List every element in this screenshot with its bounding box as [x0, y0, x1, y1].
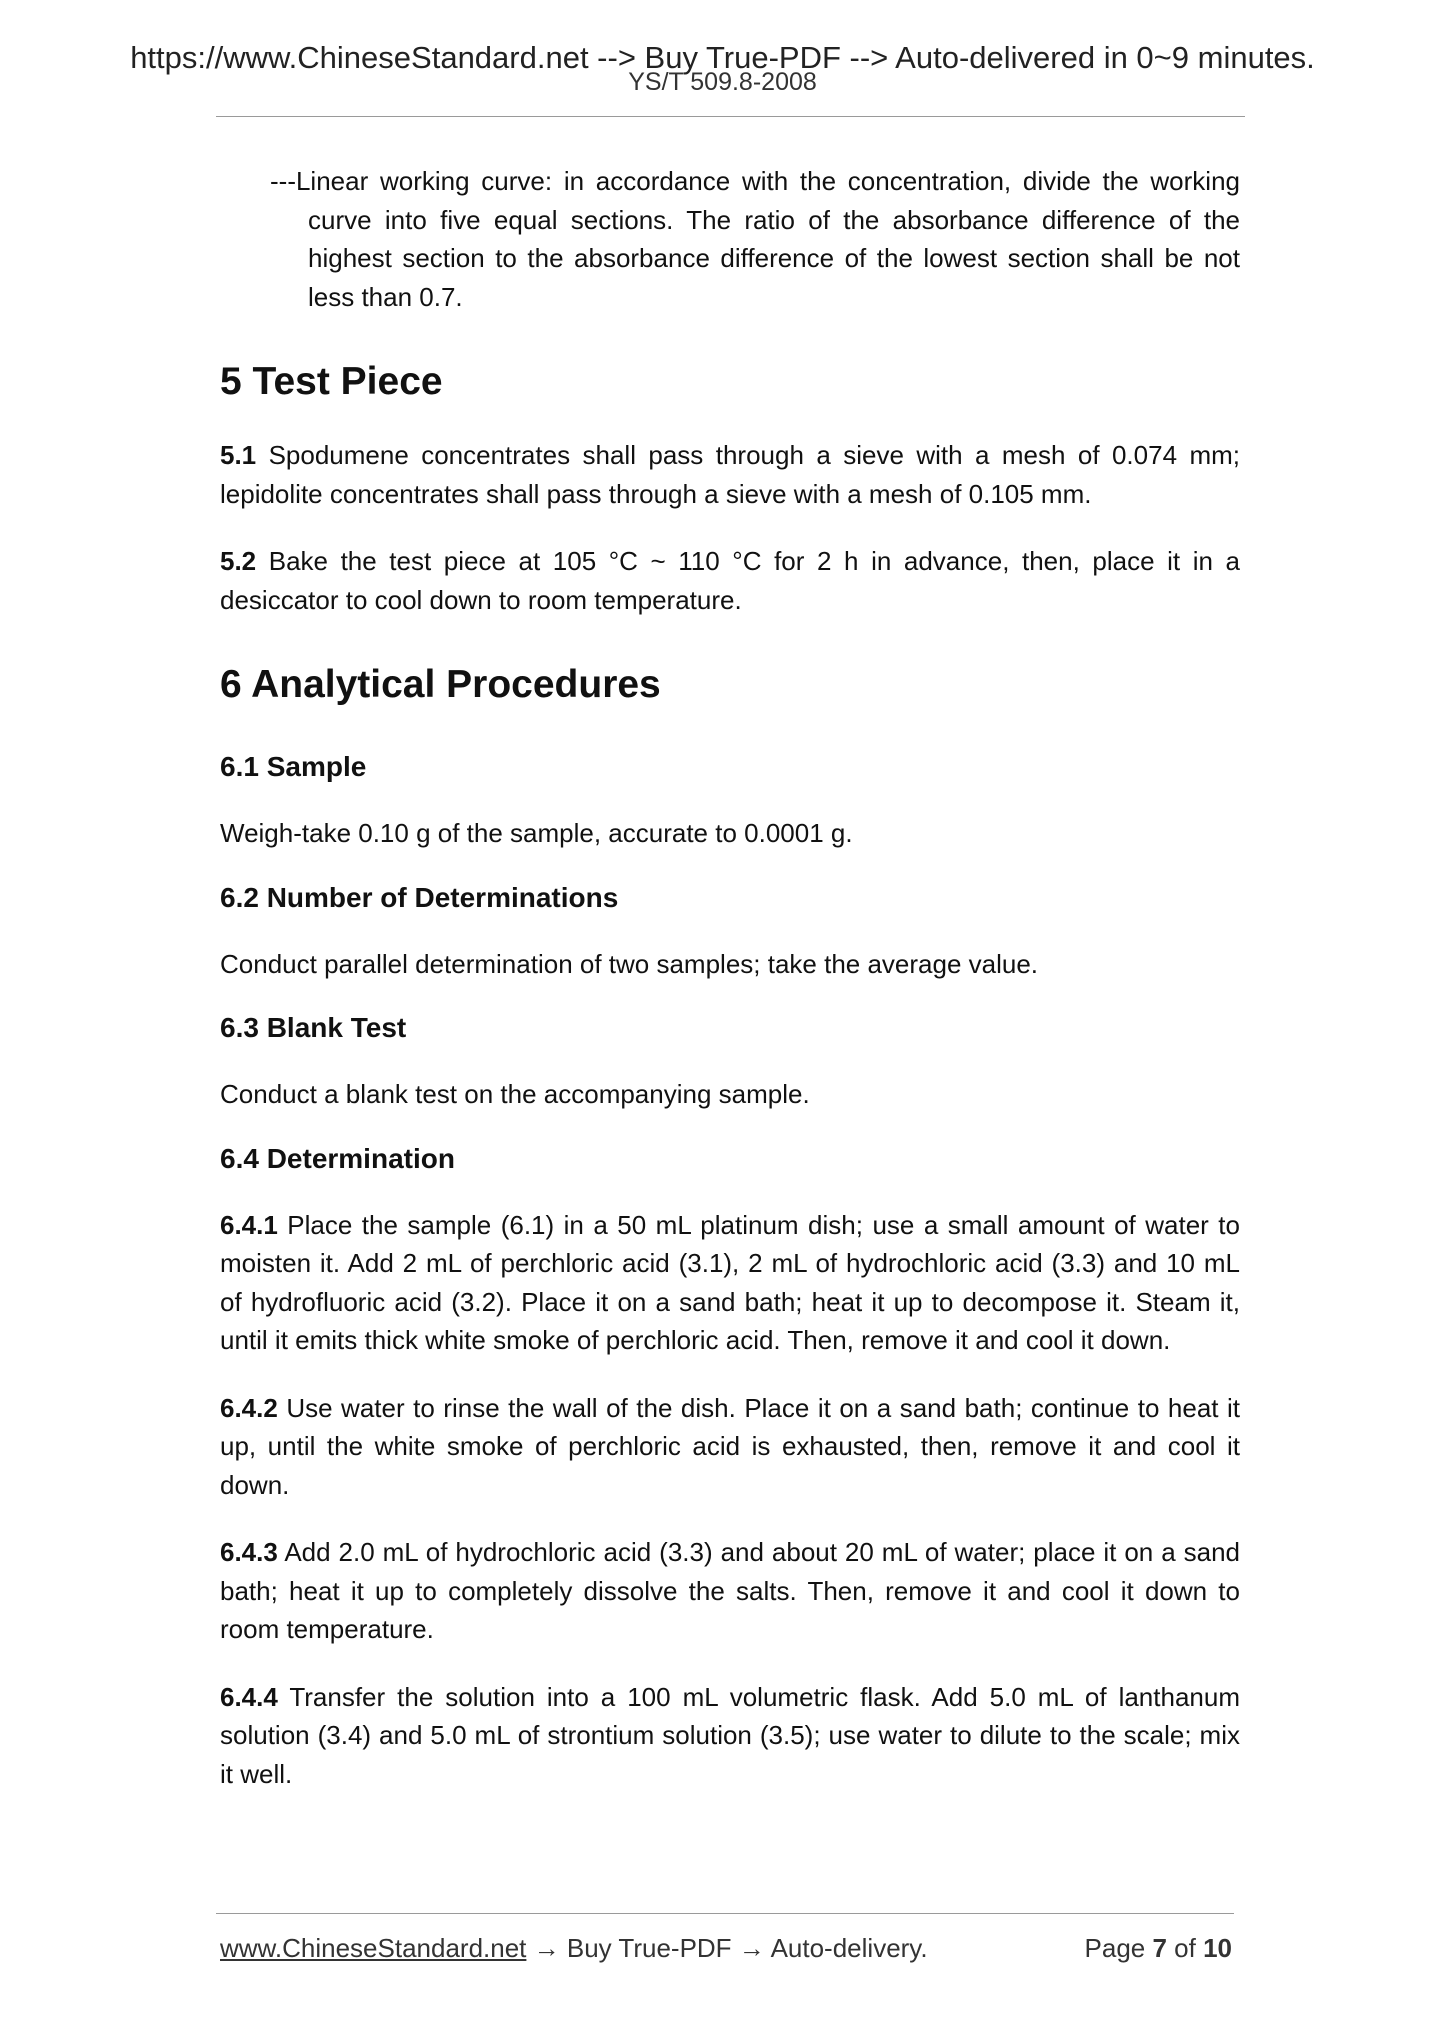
para-number: 6.4.4 — [220, 1681, 278, 1712]
para-number: 5.2 — [220, 546, 257, 576]
para-text: Use water to rinse the wall of the dish. Place it on a sand bath; continue to heat it up, until the white smoke of perchloric acid is exhausted, then, remove it and cool it down. — [220, 1392, 1240, 1500]
para-text: Add 2.0 mL of hydrochloric acid (3.3) and about 20 mL of water; place it on a sand bath; heat it up to completely dissolve the salts. Then, remove it and cool it down to room temperature. — [220, 1537, 1240, 1644]
footer — [220, 1933, 1232, 1964]
footer-tagline: → Buy True-PDF → Auto-delivery. — [526, 1933, 928, 1963]
para-5-1 — [220, 436, 1240, 513]
para-number: 5.1 — [220, 440, 257, 470]
para-6-3: Conduct a blank test on the accompanying sample. — [220, 1079, 810, 1109]
para-text: Place the sample (6.1) in a 50 mL platinum dish; use a small amount of water to moisten it. Add 2 mL of perchloric acid (3.1), 2 mL of hydrochloric acid (3.3) and 10 mL of hydrofluoric acid (3.2). Place it on a sand bath; heat it up to decompose it. Steam it, until it emits thick white smoke of perchloric acid. Then, remove it and cool it down. — [220, 1209, 1240, 1355]
para-6-4-3 — [220, 1533, 1240, 1649]
page-word: Page — [1084, 1933, 1153, 1963]
subsection-6-2-title: 6.2 Number of Determinations — [220, 881, 619, 913]
header-banner: https://www.ChineseStandard.net --> Buy True-PDF --> Auto-delivered in 0~9 minutes. — [130, 40, 1315, 75]
subsection-6-1-title: 6.1 Sample — [220, 751, 367, 782]
header-divider — [216, 116, 1245, 117]
para-6-2: Conduct parallel determination of two samples; take the average value. — [220, 948, 1039, 979]
subsection-6-4-title: 6.4 Determination — [220, 1142, 455, 1174]
para-number: 6.4.1 — [220, 1209, 278, 1240]
footer-site-link[interactable]: www.ChineseStandard.net — [220, 1933, 527, 1963]
section-5-title: 5 Test Piece — [220, 360, 443, 403]
footer-divider — [216, 1913, 1234, 1914]
subsection-6-3-title: 6.3 Blank Test — [220, 1012, 407, 1043]
para-6-4-1 — [220, 1206, 1240, 1360]
para-text: Transfer the solution into a 100 mL volumetric flask. Add 5.0 mL of lanthanum solution (3.4) and 5.0 mL of strontium solution (3.5); use water to dilute to the scale; mix it well. — [220, 1681, 1240, 1789]
page-current: 7 — [1152, 1933, 1167, 1963]
page-content — [220, 160, 1240, 1793]
section-6-title: 6 Analytical Procedures — [220, 663, 661, 706]
para-6-1: Weigh-take 0.10 g of the sample, accurate to 0.0001 g. — [220, 818, 853, 848]
page-total: 10 — [1203, 1933, 1232, 1963]
para-5-2 — [220, 542, 1240, 619]
para-6-4-2 — [220, 1389, 1240, 1505]
para-text: Spodumene concentrates shall pass through a sieve with a mesh of 0.074 mm; lepidolite concentrates shall pass through a sieve with a mesh of 0.105 mm. — [220, 440, 1240, 509]
linear-curve-item: ---Linear working curve: in accordance with the concentration, divide the working curve into five equal sections. The ratio of the absorbance difference of the highest section to the absorbance difference of the lowest section shall be not less than 0.7. — [270, 166, 1240, 312]
standard-code: YS/T 509.8-2008 — [628, 68, 817, 96]
para-number: 6.4.2 — [220, 1392, 278, 1423]
para-text: Bake the test piece at 105 °C ~ 110 °C for 2 h in advance, then, place it in a desiccator to cool down to room temperature. — [220, 546, 1240, 615]
para-number: 6.4.3 — [220, 1537, 278, 1567]
page-indicator — [1085, 1933, 1232, 1964]
page-of: of — [1166, 1933, 1204, 1963]
para-6-4-4 — [220, 1678, 1240, 1794]
